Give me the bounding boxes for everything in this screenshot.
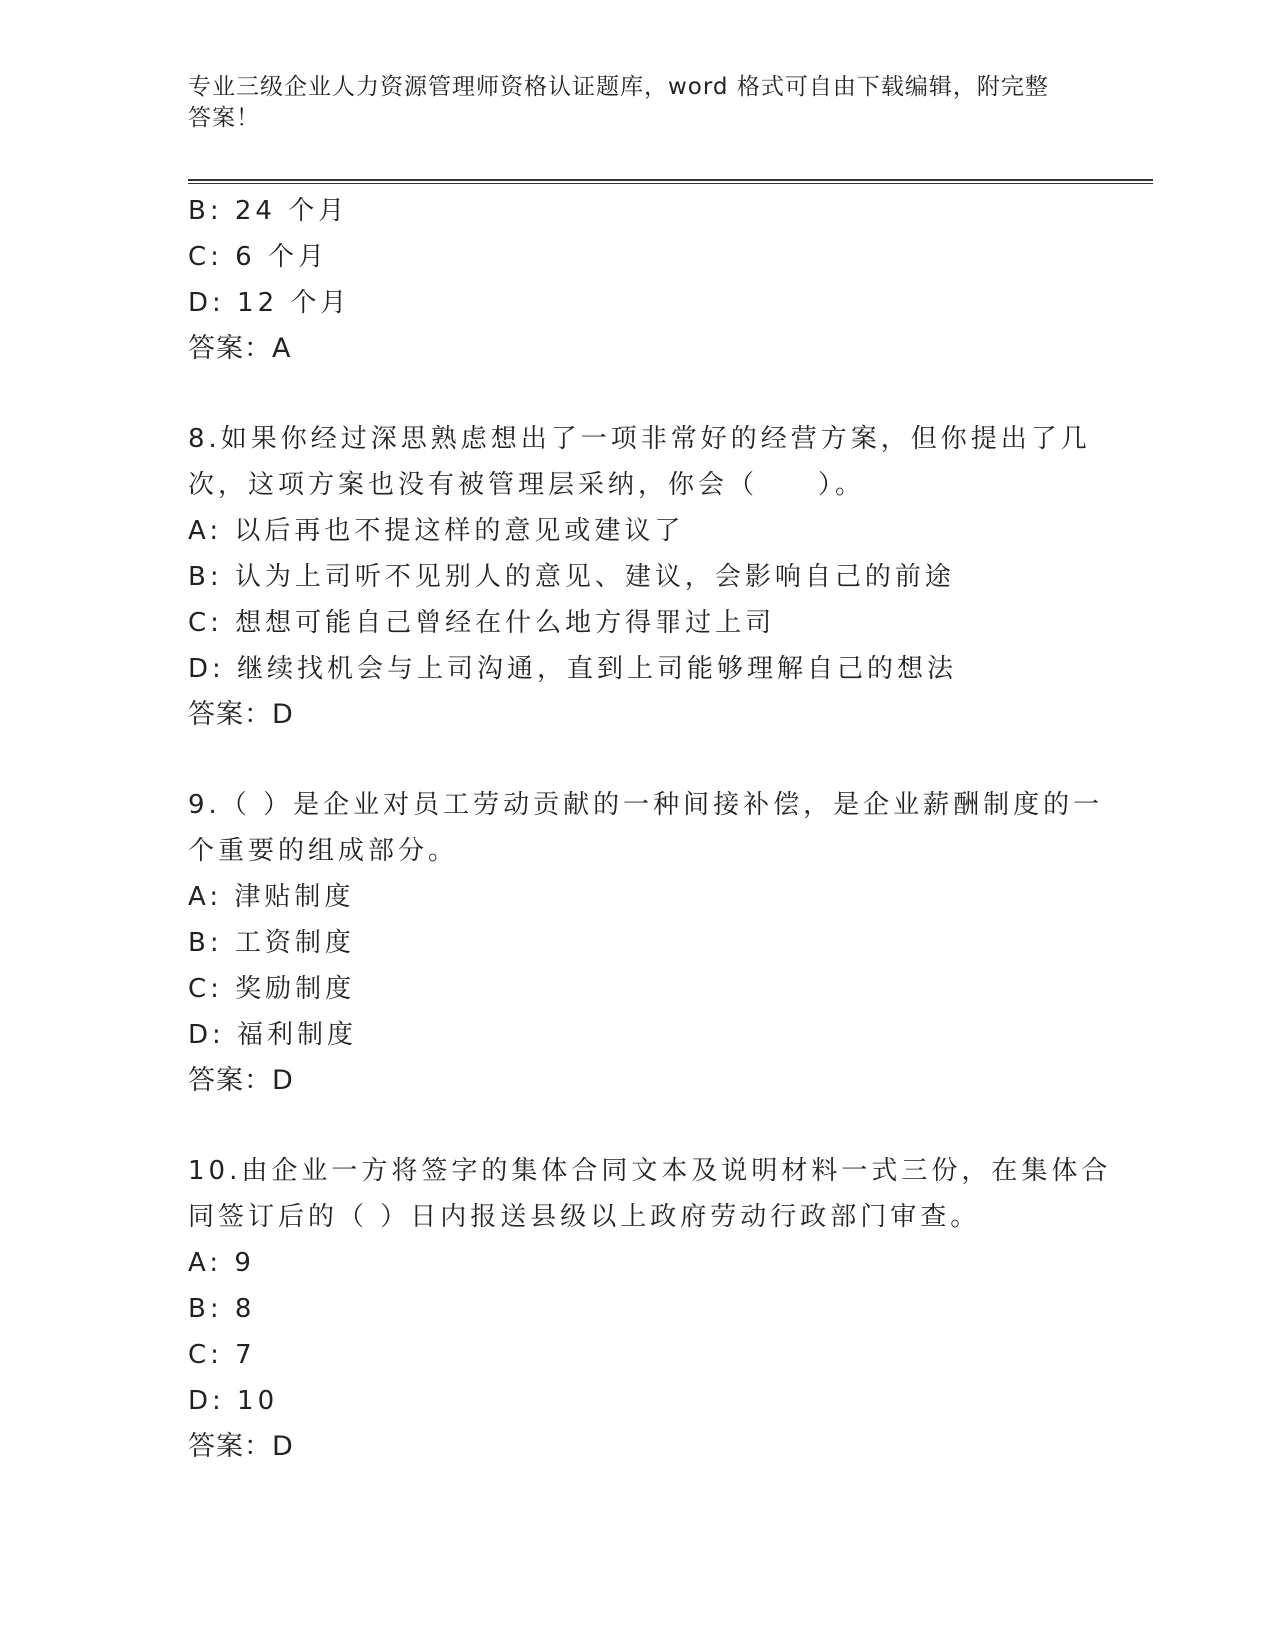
header-divider	[188, 179, 1153, 184]
option-d: D: 12 个月	[188, 288, 351, 318]
question-stem	[188, 1148, 1112, 1240]
option-a: A: 以后再也不提这样的意见或建议了	[188, 516, 685, 546]
document-header	[188, 72, 1068, 134]
question-10	[188, 1148, 1112, 1470]
stem-line: 9.（ ）是企业对员工劳动贡献的一种间接补偿，是企业薪酬制度的一	[188, 790, 1104, 820]
option-c: C: 奖励制度	[188, 974, 356, 1004]
option-d: D: 继续找机会与上司沟通，直到上司能够理解自己的想法	[188, 654, 958, 684]
question-list	[188, 188, 1112, 1470]
header-title-line-2: 答案！	[188, 105, 260, 131]
question-8	[188, 416, 1091, 738]
spacer	[188, 1104, 1088, 1148]
option-c: C: 7	[188, 1340, 256, 1370]
option-b: B: 24 个月	[188, 196, 349, 226]
stem-line: 10.由企业一方将签字的集体合同文本及说明材料一式三份，在集体合	[188, 1156, 1112, 1186]
question-stem	[188, 782, 1104, 874]
stem-line: 次，这项方案也没有被管理层采纳，你会（ ）。	[188, 470, 866, 500]
answer-line: 答案：D	[188, 1065, 294, 1096]
question-7-continued	[188, 188, 1088, 372]
option-c: C: 想想可能自己曾经在什么地方得罪过上司	[188, 608, 776, 638]
option-a: A: 津贴制度	[188, 882, 355, 912]
option-b: B: 8	[188, 1294, 256, 1324]
option-a: A: 9	[188, 1248, 255, 1278]
header-title-line-1: 专业三级企业人力资源管理师资格认证题库，word 格式可自由下载编辑，附完整	[188, 74, 1049, 100]
spacer	[188, 372, 1088, 416]
option-d: D: 10	[188, 1386, 279, 1416]
stem-line: 8.如果你经过深思熟虑想出了一项非常好的经营方案，但你提出了几	[188, 424, 1091, 454]
option-d: D: 福利制度	[188, 1020, 358, 1050]
answer-line: 答案：D	[188, 699, 294, 730]
question-9	[188, 782, 1104, 1104]
option-b: B: 认为上司听不见别人的意见、建议，会影响自己的前途	[188, 562, 955, 592]
answer-line: 答案：A	[188, 333, 292, 364]
question-stem	[188, 416, 1091, 508]
option-b: B: 工资制度	[188, 928, 355, 958]
stem-line: 同签订后的（ ）日内报送县级以上政府劳动行政部门审查。	[188, 1202, 981, 1232]
stem-line: 个重要的组成部分。	[188, 836, 459, 866]
spacer	[188, 738, 1088, 782]
answer-line: 答案：D	[188, 1431, 294, 1462]
option-c: C: 6 个月	[188, 242, 328, 272]
